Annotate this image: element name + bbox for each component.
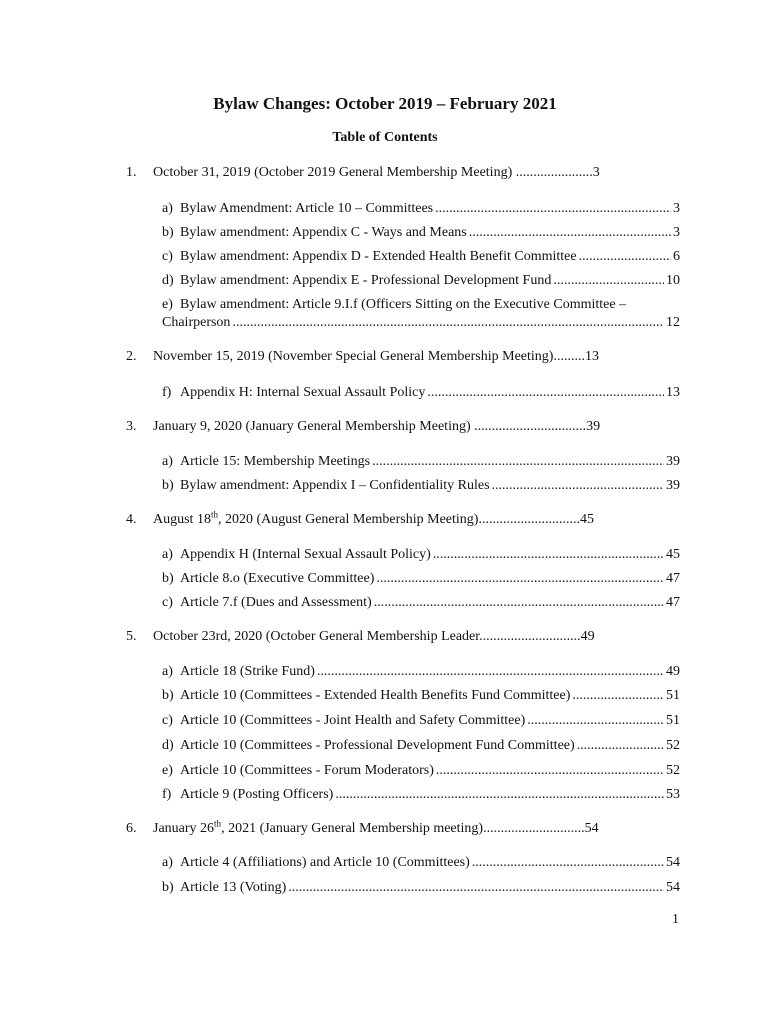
item-page: 49 <box>666 664 680 679</box>
item-page: 3 <box>673 225 680 240</box>
toc-item[interactable] <box>162 663 680 681</box>
toc-item[interactable] <box>162 272 680 290</box>
item-letter: b) <box>162 880 174 895</box>
item-letter: a) <box>162 201 173 216</box>
toc-item[interactable] <box>162 384 680 402</box>
toc-section-2[interactable] <box>126 348 599 366</box>
section-page: 39 <box>586 419 601 434</box>
item-letter: a) <box>162 664 173 679</box>
toc-item[interactable] <box>162 687 680 705</box>
item-letter: b) <box>162 571 174 586</box>
superscript: th <box>210 509 218 520</box>
toc-item[interactable] <box>162 224 680 242</box>
toc-item[interactable] <box>162 296 680 332</box>
leader-dots: ......... <box>553 349 585 364</box>
item-page: 3 <box>673 201 680 216</box>
leader-dots <box>527 712 664 730</box>
item-letter: f) <box>162 787 172 802</box>
section-page: 45 <box>579 512 594 527</box>
leader-dots <box>374 594 664 612</box>
toc-item[interactable] <box>162 762 680 780</box>
section-number: 3. <box>126 419 137 434</box>
toc-item[interactable] <box>162 737 680 755</box>
item-text: Article 4 (Affiliations) and Article 10 (Committees) <box>180 855 470 870</box>
item-letter: d) <box>162 738 174 753</box>
item-page: 52 <box>666 763 680 778</box>
leader-dots <box>572 687 664 705</box>
item-text-line1: Bylaw amendment: Article 9.I.f (Officers Sitting on the Executive Committee – <box>180 297 627 312</box>
section-text: January 9, 2020 (January General Membership Meeting) <box>153 419 471 434</box>
item-text: Chairperson <box>162 315 231 330</box>
item-text: Article 10 (Committees - Forum Moderators) <box>180 763 434 778</box>
toc-section-3[interactable] <box>126 418 600 436</box>
item-letter: a) <box>162 547 173 562</box>
section-text-post: , 2020 (August General Membership Meeting) <box>217 512 479 527</box>
toc-item[interactable] <box>162 453 680 471</box>
section-number: 5. <box>126 629 137 644</box>
item-letter: e) <box>162 297 173 312</box>
item-text: Article 10 (Committees - Professional Development Fund Committee) <box>180 738 575 753</box>
leader-dots: ...................... <box>515 165 593 180</box>
item-text: Article 10 (Committees - Extended Health Benefits Fund Committee) <box>180 688 571 703</box>
item-letter: c) <box>162 713 173 728</box>
superscript: th <box>214 818 222 829</box>
section-page: 3 <box>592 165 600 180</box>
leader-dots <box>577 737 664 755</box>
item-text: Article 18 (Strike Fund) <box>180 664 315 679</box>
section-page: 49 <box>580 629 595 644</box>
leader-dots: ................................ <box>474 419 587 434</box>
leader-dots <box>472 854 664 872</box>
document-title: Bylaw Changes: October 2019 – February 2021 <box>213 94 557 113</box>
leader-dots: ............................. <box>479 629 581 644</box>
page-number: 1 <box>672 912 679 927</box>
item-text: Article 8.o (Executive Committee) <box>180 571 375 586</box>
leader-dots <box>469 224 671 242</box>
leader-dots <box>492 477 664 495</box>
leader-dots <box>288 879 664 897</box>
toc-item[interactable] <box>162 786 680 804</box>
section-text-pre: August 18 <box>153 512 211 527</box>
item-page: 54 <box>666 880 680 895</box>
item-text: Bylaw amendment: Appendix D - Extended Health Benefit Committee <box>180 249 577 264</box>
item-page: 39 <box>666 478 680 493</box>
item-page: 45 <box>666 547 680 562</box>
item-page: 12 <box>666 315 680 330</box>
item-page: 10 <box>666 273 680 288</box>
section-text: October 31, 2019 (October 2019 General Membership Meeting) <box>153 165 513 180</box>
toc-section-4[interactable] <box>126 511 594 529</box>
section-text: October 23rd, 2020 (October General Membership Leader <box>153 629 480 644</box>
toc-item[interactable] <box>162 477 680 495</box>
item-text: Bylaw amendment: Appendix I – Confidentiality Rules <box>180 478 490 493</box>
toc-item[interactable] <box>162 854 680 872</box>
item-page: 6 <box>673 249 680 264</box>
toc-item[interactable] <box>162 546 680 564</box>
item-text: Article 15: Membership Meetings <box>180 454 371 469</box>
item-letter: c) <box>162 249 173 264</box>
section-number: 6. <box>126 821 137 836</box>
item-text: Appendix H (Internal Sexual Assault Policy) <box>180 547 431 562</box>
leader-dots <box>232 314 664 332</box>
toc-item[interactable] <box>162 200 680 218</box>
item-page: 53 <box>666 787 680 802</box>
item-letter: a) <box>162 855 173 870</box>
toc-section-5[interactable] <box>126 628 595 646</box>
toc-item[interactable] <box>162 248 680 266</box>
item-page: 51 <box>666 713 680 728</box>
toc-item[interactable] <box>162 712 680 730</box>
leader-dots <box>433 546 664 564</box>
section-page: 54 <box>584 821 599 836</box>
leader-dots <box>317 663 664 681</box>
item-text: Bylaw Amendment: Article 10 – Committees <box>180 201 434 216</box>
item-letter: b) <box>162 225 174 240</box>
section-text: November 15, 2019 (November Special General Membership Meeting) <box>153 349 554 364</box>
leader-dots <box>372 453 664 471</box>
item-text: Article 7.f (Dues and Assessment) <box>180 595 372 610</box>
section-text-pre: January 26 <box>153 821 215 836</box>
item-page: 54 <box>666 855 680 870</box>
toc-item[interactable] <box>162 594 680 612</box>
leader-dots <box>435 200 671 218</box>
section-number: 4. <box>126 512 137 527</box>
item-letter: d) <box>162 273 174 288</box>
leader-dots <box>376 570 664 588</box>
toc-section-1[interactable] <box>126 164 600 182</box>
item-page: 39 <box>666 454 680 469</box>
item-page: 13 <box>666 385 680 400</box>
item-text: Bylaw amendment: Appendix E - Professional Development Fund <box>180 273 552 288</box>
leader-dots <box>553 272 664 290</box>
toc-item[interactable] <box>162 570 680 588</box>
item-page: 47 <box>666 595 680 610</box>
toc-item[interactable] <box>162 879 680 897</box>
leader-dots: ............................. <box>478 512 580 527</box>
item-text: Article 10 (Committees - Joint Health and Safety Committee) <box>180 713 526 728</box>
item-letter: c) <box>162 595 173 610</box>
item-text: Article 9 (Posting Officers) <box>180 787 334 802</box>
leader-dots: ............................. <box>483 821 585 836</box>
item-letter: a) <box>162 454 173 469</box>
toc-section-6[interactable] <box>126 820 599 838</box>
item-letter: b) <box>162 688 174 703</box>
section-number: 2. <box>126 349 137 364</box>
item-text: Appendix H: Internal Sexual Assault Policy <box>180 385 426 400</box>
item-letter: f) <box>162 385 172 400</box>
item-page: 51 <box>666 688 680 703</box>
leader-dots <box>335 786 664 804</box>
item-text: Article 13 (Voting) <box>180 880 287 895</box>
section-text-post: , 2021 (January General Membership meeting) <box>221 821 484 836</box>
item-letter: e) <box>162 763 173 778</box>
toc-heading: Table of Contents <box>332 130 438 145</box>
item-text: Bylaw amendment: Appendix C - Ways and Means <box>180 225 467 240</box>
item-letter: b) <box>162 478 174 493</box>
item-page: 52 <box>666 738 680 753</box>
section-page: 13 <box>584 349 599 364</box>
leader-dots <box>427 384 664 402</box>
leader-dots <box>579 248 671 266</box>
leader-dots <box>436 762 664 780</box>
section-number: 1. <box>126 165 137 180</box>
item-page: 47 <box>666 571 680 586</box>
